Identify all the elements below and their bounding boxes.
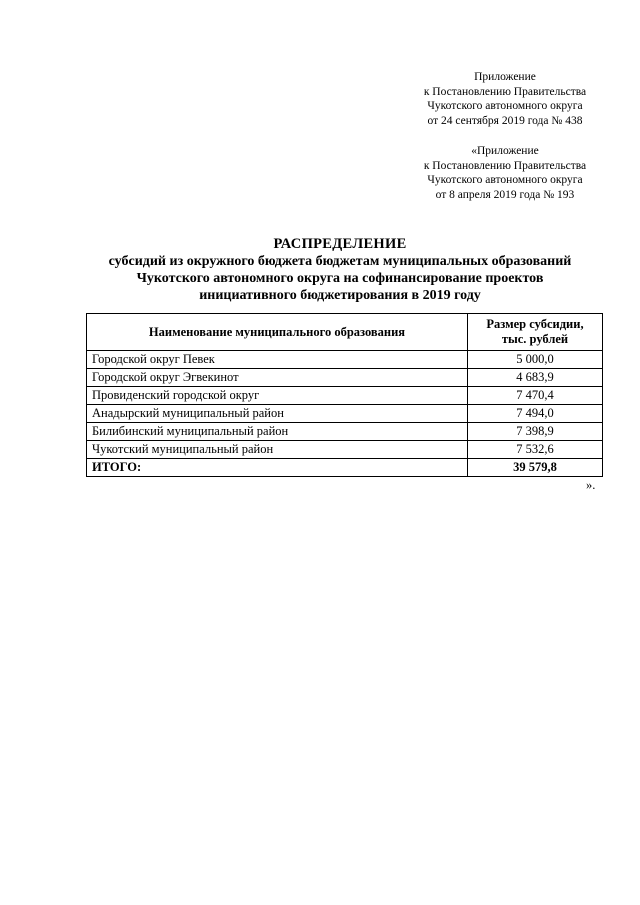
appendix-previous [410,144,600,202]
table-row [87,423,603,441]
row-name: Анадырский муниципальный район [87,405,468,423]
table-header-row [87,314,603,351]
appendix-line: к Постановлению Правительства [423,159,587,172]
row-name: Городской округ Певек [87,351,468,369]
title-main: РАСПРЕДЕЛЕНИЕ [273,236,407,252]
row-name: Чукотский муниципальный район [87,441,468,459]
total-amount: 39 579,8 [468,459,603,477]
table-row [87,405,603,423]
table-row [87,351,603,369]
row-amount: 7 398,9 [468,423,603,441]
appendix-line: к Постановлению Правительства [423,85,587,98]
appendix-line: Чукотского автономного округа [427,174,583,186]
row-name: Провиденский городской округ [87,387,468,405]
document-title [70,236,610,304]
appendix-current [410,70,600,128]
appendix-line: от 8 апреля 2019 года № 193 [435,188,575,201]
row-amount: 5 000,0 [468,351,603,369]
title-line: субсидий из окружного бюджета бюджетам муниципальных образований [108,254,572,269]
appendix-line: от 24 сентября 2019 года № 438 [427,114,583,127]
header-name: Наименование муниципального образования [87,314,468,351]
table-total-row [87,459,603,477]
header-amount-line2: тыс. рублей [501,332,569,346]
row-amount: 7 494,0 [468,405,603,423]
appendix-line: «Приложение [471,145,539,157]
closing-quote: ». [586,478,596,492]
title-line: Чукотского автономного округа на софинансирование проектов [136,271,544,286]
table-row [87,369,603,387]
title-line: инициативного бюджетирования в 2019 году [199,288,481,303]
row-name: Билибинский муниципальный район [87,423,468,441]
row-amount: 7 532,6 [468,441,603,459]
total-label: ИТОГО: [87,459,468,477]
distribution-table [86,313,603,477]
header-amount-line1: Размер субсидии, [486,317,584,331]
table-row [87,387,603,405]
appendix-line: Приложение [474,71,536,83]
row-amount: 7 470,4 [468,387,603,405]
row-name: Городской округ Эгвекинот [87,369,468,387]
header-amount [468,314,603,351]
appendix-line: Чукотского автономного округа [427,100,583,112]
table-row [87,441,603,459]
row-amount: 4 683,9 [468,369,603,387]
